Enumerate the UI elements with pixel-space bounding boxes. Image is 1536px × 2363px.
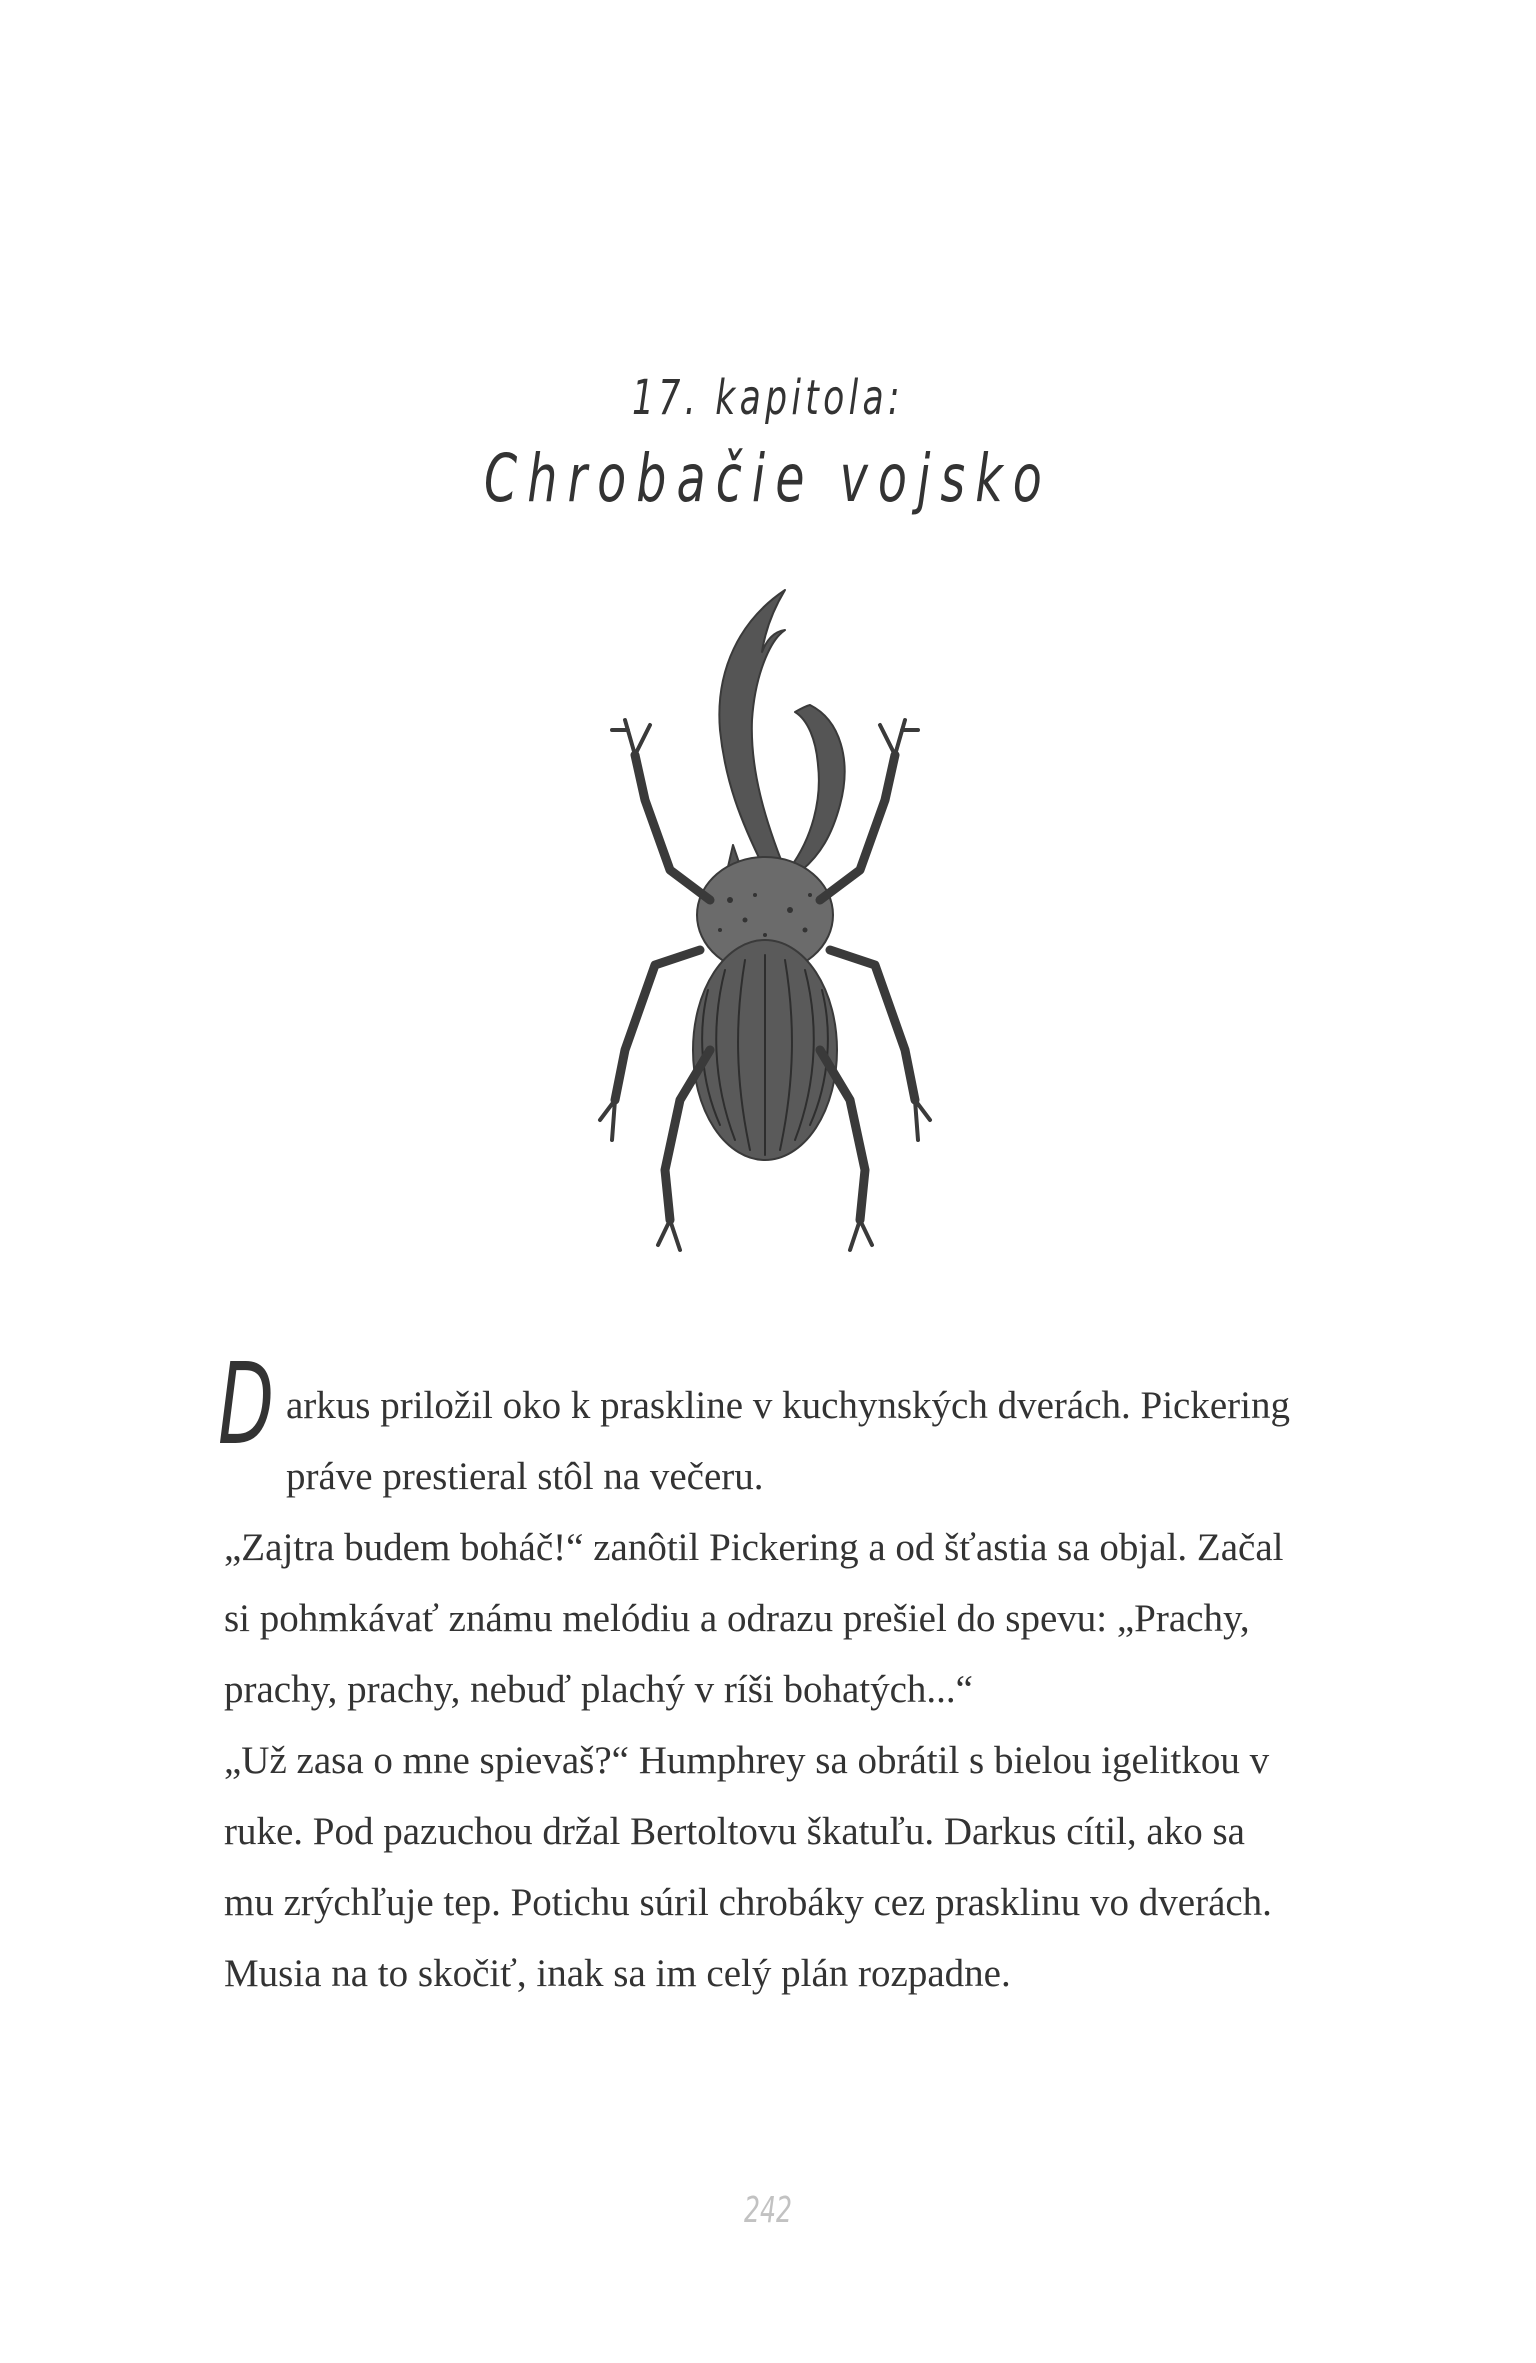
paragraph-1-text: arkus priložil oko k praskline v kuchynských dverách. Pickering práve prestieral stôl na večeru. bbox=[286, 1384, 1291, 1498]
paragraph-1 bbox=[218, 1340, 1304, 1512]
drop-cap: D bbox=[218, 1340, 275, 1470]
paragraph-2: „Zajtra budem boháč!“ zanôtil Pickering a od šťastia sa objal. Začal si pohmkávať známu melódiu a odrazu prešiel do spevu: „Prachy, prachy, prachy, nebuď plachý v ríši bohatých...“ bbox=[224, 1526, 1284, 1711]
chapter-body bbox=[218, 1340, 1304, 2009]
page-number: 242 bbox=[743, 2190, 793, 2231]
chapter-title: Chrobačie vojsko bbox=[484, 440, 1052, 517]
beetle-icon bbox=[540, 580, 1000, 1280]
paragraph-3: „Už zasa o mne spievaš?“ Humphrey sa obrátil s bielou igelitkou v ruke. Pod pazuchou držal Bertoltovu škatuľu. Darkus cítil, ako sa mu zrýchľuje tep. Potichu súril chrobáky cez prasklinu vo dverách. Musia na to skočiť, inak sa im celý plán rozpadne. bbox=[224, 1739, 1272, 1995]
chapter-number: 17. kapitola: bbox=[632, 370, 904, 426]
